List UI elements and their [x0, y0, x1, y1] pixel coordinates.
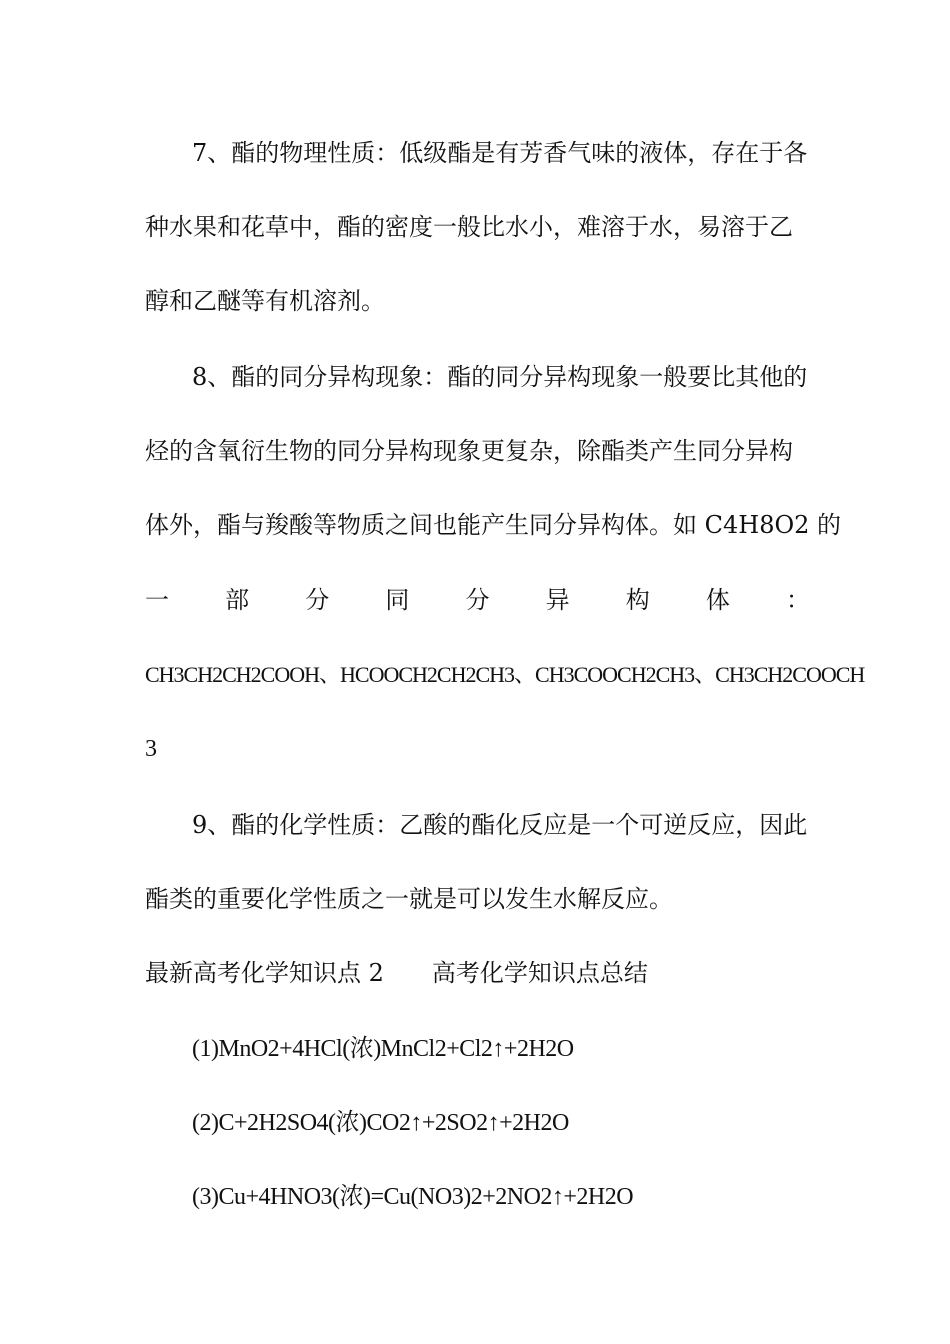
reaction-1: (1)MnO2+4HCl(浓)MnCl2+Cl2↑+2H2O [192, 1036, 574, 1062]
paragraph-8-line-3: 体外，酯与羧酸等物质之间也能产生同分异构体。如 C4H8O2 的 [145, 511, 842, 539]
paragraph-8-formula-line: CH3CH2CH2COOH、HCOOCH2CH2CH3、CH3COOCH2CH3、CH3CH2COOCH [145, 662, 865, 687]
spread-char: 体 [705, 586, 730, 614]
spread-char: 构 [625, 586, 650, 614]
paragraph-7-line-1: 7、酯的物理性质：低级酯是有芳香气味的液体，存在于各 [192, 139, 808, 167]
spread-char: 部 [225, 586, 250, 614]
spread-char: ： [786, 586, 810, 614]
reaction-2: (2)C+2H2SO4(浓)CO2↑+2SO2↑+2H2O [192, 1110, 569, 1136]
paragraph-7-line-2: 种水果和花草中，酯的密度一般比水小，难溶于水，易溶于乙 [145, 213, 793, 241]
spread-char: 异 [545, 586, 570, 614]
spread-char: 同 [385, 586, 410, 614]
paragraph-8-line-2: 烃的含氧衍生物的同分异构现象更复杂，除酯类产生同分异构 [145, 437, 793, 465]
paragraph-9-line-2: 酯类的重要化学性质之一就是可以发生水解反应。 [145, 885, 673, 913]
spread-char: 分 [305, 586, 330, 614]
spread-char: 分 [465, 586, 490, 614]
paragraph-8-line-1: 8、酯的同分异构现象：酯的同分异构现象一般要比其他的 [192, 363, 808, 391]
paragraph-8-formula-continuation: 3 [145, 736, 157, 762]
paragraph-9-line-1: 9、酯的化学性质：乙酸的酯化反应是一个可逆反应，因此 [192, 811, 808, 839]
paragraph-8-line-4 [145, 585, 810, 615]
paragraph-7-line-3: 醇和乙醚等有机溶剂。 [145, 287, 385, 315]
reaction-3: (3)Cu+4HNO3(浓)=Cu(NO3)2+2NO2↑+2H2O [192, 1184, 634, 1210]
spread-char: 一 [145, 586, 169, 614]
section-heading: 最新高考化学知识点 2 高考化学知识点总结 [145, 959, 648, 987]
